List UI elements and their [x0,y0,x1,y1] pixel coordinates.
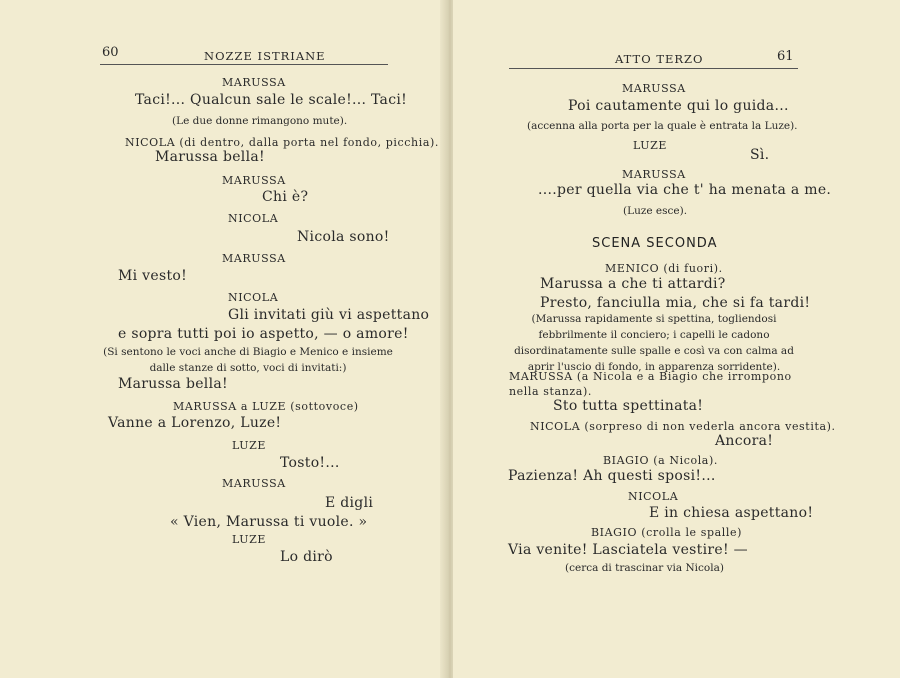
speaker: NICOLA (sorpreso di non vederla ancora vestita). [530,420,836,433]
left-page [0,0,447,678]
right-page [453,0,900,678]
speaker: MARUSSA [622,82,686,95]
speaker: MARUSSA a LUZE (sottovoce) [173,400,359,413]
speaker: MARUSSA (a Nicola e a Biagio che irrompono nella stanza). [509,370,792,398]
verse: ....per quella via che t' ha menata a me. [538,182,832,198]
speaker: BIAGIO (a Nicola). [603,454,718,467]
verse: E digli [325,495,374,511]
verse: Nicola sono! [297,229,390,245]
stage-direction: (Luze esce). [623,205,688,217]
speaker: BIAGIO (crolla le spalle) [591,526,743,539]
verse: Mi vesto! [118,268,188,284]
header-rule [509,68,798,69]
verse: Taci!... Qualcun sale le scale!... Taci! [135,92,408,108]
verse: Marussa bella! [155,149,265,165]
verse: Chi è? [262,189,309,205]
verse: Vanne a Lorenzo, Luze! [108,415,282,431]
verse: Marussa bella! [118,376,228,392]
scene-heading: SCENA SECONDA [592,236,718,251]
verse: Sì. [750,147,770,163]
speaker: MARUSSA [222,477,286,490]
stage-direction: (Le due donne rimangono mute). [172,115,348,127]
speaker: LUZE [633,139,668,152]
verse: Pazienza! Ah questi sposi!... [508,468,716,484]
speaker: NICOLA [228,291,279,304]
speaker: NICOLA [228,212,279,225]
verse: Via venite! Lasciatela vestire! — [508,542,748,558]
speaker: MARUSSA [222,252,286,265]
verse: Gli invitati giù vi aspettano [228,307,430,323]
stage-direction: (cerca di trascinar via Nicola) [565,562,724,574]
speaker: LUZE [232,439,267,452]
verse: Marussa a che ti attardi? [540,276,726,292]
verse: Presto, fanciulla mia, che si fa tardi! [540,295,811,311]
verse: Lo dirò [280,549,333,565]
speaker: MARUSSA [222,76,286,89]
verse: Poi cautamente qui lo guida... [568,98,789,114]
speaker: NICOLA (di dentro, dalla porta nel fondo, picchia). [125,136,439,149]
verse: Tosto!... [280,455,340,471]
page-number: 60 [102,45,119,60]
running-head: NOZZE ISTRIANE [204,49,326,63]
speaker: LUZE [232,533,267,546]
speaker: MARUSSA [222,174,286,187]
speaker: NICOLA [628,490,679,503]
verse: Ancora! [715,433,774,449]
verse: E in chiesa aspettano! [649,505,814,521]
speaker: MENICO (di fuori). [605,262,723,275]
verse: Sto tutta spettinata! [553,398,704,414]
running-head: ATTO TERZO [615,52,704,66]
verse: « Vien, Marussa ti vuole. » [170,514,368,530]
stage-direction: (Marussa rapidamente si spettina, togliendosi febbrilmente il conciero; i capelli le cadono disordinatamente sulle spalle e così va con calma ad aprir l'uscio di fondo, in apparenza sorridente). [514,313,794,373]
header-rule [100,64,388,65]
stage-direction: (Si sentono le voci anche di Biagio e Menico e insieme dalle stanze di sotto, voci di invitati:) [103,346,393,374]
stage-direction: (accenna alla porta per la quale è entrata la Luze). [527,120,798,132]
speaker: MARUSSA [622,168,686,181]
verse: e sopra tutti poi io aspetto, — o amore! [118,326,409,342]
page-number: 61 [777,49,794,64]
